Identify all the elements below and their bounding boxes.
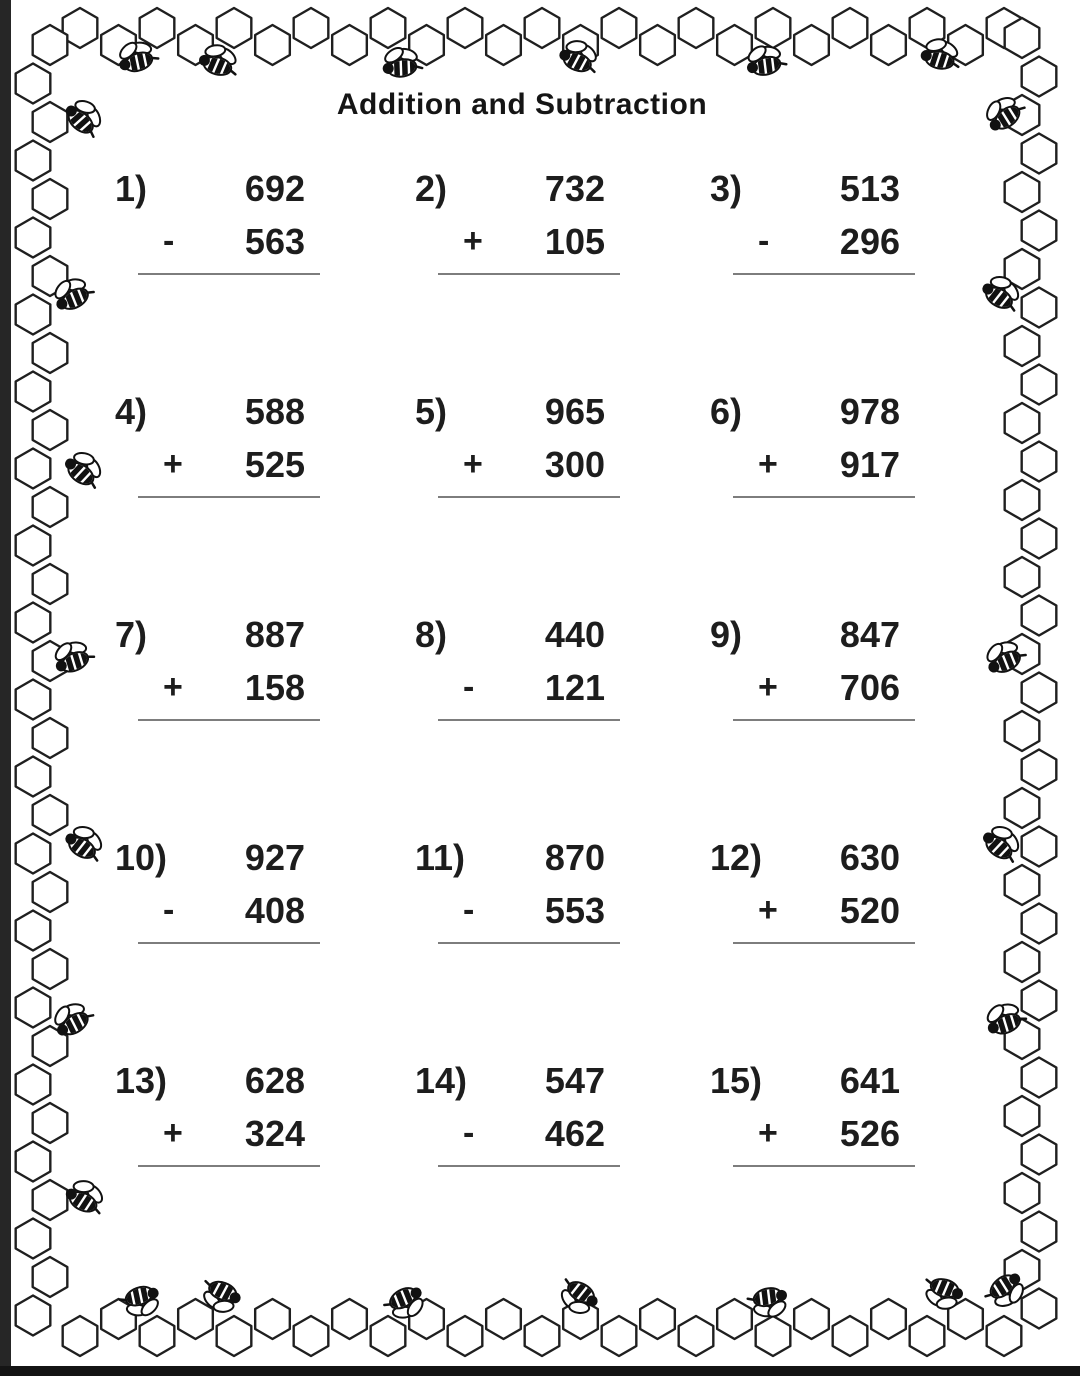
problem-number: 7) <box>115 614 148 655</box>
vertical-sum <box>733 608 915 757</box>
bottom-operand-row <box>138 1107 320 1160</box>
bottom-operand: 553 <box>544 890 605 931</box>
hexagon-icon <box>1022 673 1057 713</box>
bee-icon <box>919 34 963 74</box>
answer-area[interactable] <box>138 496 320 534</box>
hexagon-icon <box>16 834 51 874</box>
hexagon-icon <box>717 1299 752 1339</box>
top-operand: 628 <box>244 1060 305 1101</box>
bee-icon <box>746 1281 792 1324</box>
hexagon-icon <box>101 1299 136 1339</box>
vertical-sum <box>438 831 620 980</box>
bottom-operand-row <box>438 884 620 937</box>
top-operand: 630 <box>839 837 900 878</box>
top-operand: 732 <box>544 168 605 209</box>
hexagon-icon <box>1005 634 1040 674</box>
bee-icon <box>379 42 423 82</box>
hexagon-icon <box>33 333 68 373</box>
bottom-operand-row <box>138 661 320 714</box>
hexagon-icon <box>833 8 868 48</box>
hexagon-icon <box>640 25 675 65</box>
vertical-sum <box>438 1054 620 1203</box>
bottom-operand: 706 <box>839 667 900 708</box>
bottom-operand-row <box>138 215 320 268</box>
hexagon-icon <box>16 911 51 951</box>
hexagon-icon <box>1022 981 1057 1021</box>
bottom-operand: 121 <box>544 667 605 708</box>
hexagon-icon <box>448 1316 483 1356</box>
hexagon-icon <box>409 25 444 65</box>
vertical-sum <box>438 385 620 534</box>
hexagon-icon <box>525 1316 560 1356</box>
bee-icon <box>981 1266 1033 1317</box>
hexagon-icon <box>33 1026 68 1066</box>
bottom-operand: 563 <box>244 221 305 262</box>
bee-icon <box>555 34 603 79</box>
vertical-sum <box>138 831 320 980</box>
bee-icon <box>61 1173 111 1220</box>
hexagon-icon <box>33 410 68 450</box>
operator-sign: - <box>163 891 175 929</box>
hexagon-icon <box>33 487 68 527</box>
bottom-operand: 158 <box>244 667 305 708</box>
bee-icon <box>553 1273 604 1322</box>
top-operand-row <box>733 1054 915 1107</box>
top-operand: 978 <box>839 391 900 432</box>
bee-icon <box>47 269 98 318</box>
answer-area[interactable] <box>733 719 915 757</box>
hexagon-icon <box>294 1316 329 1356</box>
top-operand: 513 <box>839 168 900 209</box>
top-operand: 588 <box>244 391 305 432</box>
hexagon-icon <box>332 1299 367 1339</box>
hexagon-icon <box>16 372 51 412</box>
problem-number: 14) <box>415 1060 468 1101</box>
top-operand: 927 <box>244 837 305 878</box>
bee-icon <box>381 1279 432 1328</box>
bottom-operand-row <box>733 1107 915 1160</box>
hexagon-icon <box>1005 172 1040 212</box>
hexagon-icon <box>140 1316 175 1356</box>
hexagon-icon <box>1005 865 1040 905</box>
hexagon-icon <box>563 25 598 65</box>
scan-edge-bar-left <box>0 0 11 1376</box>
bottom-operand: 105 <box>544 221 605 262</box>
bee-icon <box>60 818 111 867</box>
top-operand: 440 <box>544 614 605 655</box>
hexagon-icon <box>1022 442 1057 482</box>
hexagon-icon <box>33 1103 68 1143</box>
bottom-operand-row <box>438 1107 620 1160</box>
math-problem <box>415 608 710 831</box>
top-operand-row <box>138 385 320 438</box>
hexagon-icon <box>33 25 68 65</box>
operator-sign: + <box>758 668 778 706</box>
top-operand-row <box>733 831 915 884</box>
hexagon-icon <box>871 1299 906 1339</box>
hexagon-icon <box>33 179 68 219</box>
hexagon-icon <box>640 1299 675 1339</box>
operator-sign: - <box>463 1114 475 1152</box>
vertical-sum <box>138 162 320 311</box>
bottom-operand: 300 <box>544 444 605 485</box>
hexagon-icon <box>910 1316 945 1356</box>
answer-area[interactable] <box>138 942 320 980</box>
problem-number: 11) <box>415 837 466 878</box>
operator-sign: + <box>463 222 483 260</box>
hexagon-icon <box>679 1316 714 1356</box>
hexagon-icon <box>1005 480 1040 520</box>
hexagon-icon <box>16 1219 51 1259</box>
top-operand-row <box>438 608 620 661</box>
hexagon-icon <box>1022 1289 1057 1329</box>
top-operand: 887 <box>244 614 305 655</box>
bottom-operand-row <box>438 661 620 714</box>
hexagon-icon <box>178 1299 213 1339</box>
hexagon-icon <box>16 603 51 643</box>
math-problem <box>415 385 710 608</box>
hexagon-icon <box>1005 711 1040 751</box>
hexagon-icon <box>1022 1135 1057 1175</box>
hexagon-icon <box>1022 288 1057 328</box>
bee-icon <box>979 995 1029 1042</box>
hexagon-icon <box>756 8 791 48</box>
answer-area[interactable] <box>438 496 620 534</box>
hexagon-icon <box>16 141 51 181</box>
hexagon-icon <box>33 641 68 681</box>
bottom-operand-row <box>138 438 320 491</box>
bottom-operand-row <box>138 884 320 937</box>
hexagon-icon <box>1005 249 1040 289</box>
problem-number: 13) <box>115 1060 168 1101</box>
math-problem <box>710 162 950 385</box>
hexagon-icon <box>1005 1019 1040 1059</box>
hexagon-icon <box>1005 1096 1040 1136</box>
hexagon-icon <box>448 8 483 48</box>
hexagon-icon <box>294 8 329 48</box>
math-problem <box>115 385 415 608</box>
bottom-operand-row <box>733 661 915 714</box>
hexagon-icon <box>1022 1058 1057 1098</box>
hexagon-icon <box>1005 788 1040 828</box>
operator-sign: - <box>463 891 475 929</box>
top-operand-row <box>733 608 915 661</box>
problem-number: 9) <box>710 614 743 655</box>
math-problem <box>415 1054 710 1277</box>
answer-area[interactable] <box>438 1165 620 1203</box>
hexagon-icon <box>33 564 68 604</box>
top-operand-row <box>438 831 620 884</box>
bee-icon <box>47 633 97 680</box>
hexagon-icon <box>16 218 51 258</box>
bottom-operand: 525 <box>244 444 305 485</box>
operator-sign: - <box>463 668 475 706</box>
math-problem <box>710 608 950 831</box>
top-operand: 547 <box>544 1060 605 1101</box>
math-problem <box>415 831 710 1054</box>
hexagon-icon <box>1005 326 1040 366</box>
problem-number: 8) <box>415 614 448 655</box>
hexagon-icon <box>63 1316 98 1356</box>
top-operand-row <box>733 385 915 438</box>
hexagon-icon <box>1005 1250 1040 1290</box>
math-problem <box>415 162 710 385</box>
hexagon-icon <box>486 25 521 65</box>
bottom-operand: 462 <box>544 1113 605 1154</box>
hexagon-icon <box>409 1299 444 1339</box>
problem-number: 6) <box>710 391 743 432</box>
problem-number: 3) <box>710 168 743 209</box>
operator-sign: + <box>758 891 778 929</box>
hexagon-icon <box>910 8 945 48</box>
problem-number: 4) <box>115 391 148 432</box>
bee-icon <box>59 444 111 494</box>
top-operand: 847 <box>839 614 900 655</box>
math-problem <box>115 1054 415 1277</box>
hexagon-icon <box>948 1299 983 1339</box>
problem-number: 10) <box>115 837 168 878</box>
answer-area[interactable] <box>438 719 620 757</box>
hexagon-icon <box>948 25 983 65</box>
math-problem <box>710 385 950 608</box>
problem-number: 12) <box>710 837 763 878</box>
math-problem <box>115 162 415 385</box>
vertical-sum <box>438 608 620 757</box>
answer-area[interactable] <box>438 942 620 980</box>
hexagon-icon <box>33 949 68 989</box>
hexagon-icon <box>371 8 406 48</box>
answer-area[interactable] <box>733 273 915 311</box>
problems-grid <box>115 162 950 1277</box>
hexagon-icon <box>16 1142 51 1182</box>
math-problem <box>710 831 950 1054</box>
math-problem <box>710 1054 950 1277</box>
operator-sign: - <box>758 222 770 260</box>
top-operand-row <box>733 162 915 215</box>
hexagon-icon <box>679 8 714 48</box>
vertical-sum <box>138 385 320 534</box>
hexagon-icon <box>1005 1173 1040 1213</box>
hexagon-icon <box>871 25 906 65</box>
answer-area[interactable] <box>733 1165 915 1203</box>
bee-icon <box>46 994 98 1044</box>
hexagon-icon <box>16 295 51 335</box>
hexagon-icon <box>1022 134 1057 174</box>
answer-area[interactable] <box>733 496 915 534</box>
vertical-sum <box>733 1054 915 1203</box>
bee-icon <box>977 268 1028 317</box>
hexagon-icon <box>140 8 175 48</box>
page-title: Addition and Subtraction <box>336 88 708 121</box>
bee-icon <box>117 1279 165 1324</box>
hexagon-icon <box>525 8 560 48</box>
hexagon-icon <box>987 1316 1022 1356</box>
hexagon-icon <box>16 449 51 489</box>
bee-icon <box>196 39 242 82</box>
hexagon-icon <box>1005 403 1040 443</box>
top-operand: 692 <box>244 168 305 209</box>
top-operand-row <box>138 162 320 215</box>
hexagon-icon <box>1022 750 1057 790</box>
top-operand-row <box>138 608 320 661</box>
bee-icon <box>196 1274 244 1319</box>
hexagon-icon <box>987 8 1022 48</box>
hexagon-icon <box>717 25 752 65</box>
vertical-sum <box>733 385 915 534</box>
hexagon-icon <box>33 795 68 835</box>
bee-icon <box>977 818 1029 868</box>
hexagon-icon <box>33 256 68 296</box>
answer-area[interactable] <box>138 719 320 757</box>
operator-sign: + <box>758 1114 778 1152</box>
bottom-operand-row <box>733 215 915 268</box>
bottom-operand: 520 <box>839 890 900 931</box>
hexagon-icon <box>1022 211 1057 251</box>
top-operand-row <box>438 385 620 438</box>
hexagon-icon <box>33 872 68 912</box>
top-operand: 870 <box>544 837 605 878</box>
hexagon-icon <box>16 680 51 720</box>
hexagon-icon <box>1005 942 1040 982</box>
bee-icon <box>979 632 1030 681</box>
hexagon-icon <box>16 988 51 1028</box>
problem-number: 15) <box>710 1060 763 1101</box>
hexagon-icon <box>794 25 829 65</box>
problem-number: 1) <box>115 168 148 209</box>
hexagon-icon <box>178 25 213 65</box>
hexagon-icon <box>794 1299 829 1339</box>
hexagon-icon <box>255 1299 290 1339</box>
vertical-sum <box>138 608 320 757</box>
bottom-operand-row <box>733 438 915 491</box>
top-operand-row <box>438 1054 620 1107</box>
bee-icon <box>112 34 160 79</box>
bottom-operand-row <box>438 438 620 491</box>
hexagon-icon <box>63 8 98 48</box>
problem-number: 5) <box>415 391 448 432</box>
hexagon-icon <box>563 1299 598 1339</box>
operator-sign: + <box>163 445 183 483</box>
top-operand-row <box>438 162 620 215</box>
bee-icon <box>742 39 788 82</box>
bottom-operand-row <box>733 884 915 937</box>
hexagon-icon <box>33 1257 68 1297</box>
hexagon-icon <box>1022 904 1057 944</box>
hexagon-icon <box>101 25 136 65</box>
hexagon-icon <box>217 8 252 48</box>
problem-number: 2) <box>415 168 448 209</box>
hexagon-icon <box>1005 557 1040 597</box>
operator-sign: + <box>463 445 483 483</box>
answer-area[interactable] <box>138 273 320 311</box>
operator-sign: + <box>758 445 778 483</box>
bottom-operand: 296 <box>839 221 900 262</box>
vertical-sum <box>438 162 620 311</box>
top-operand: 965 <box>544 391 605 432</box>
hexagon-icon <box>16 1065 51 1105</box>
bottom-operand: 917 <box>839 444 900 485</box>
hexagon-icon <box>1022 365 1057 405</box>
hexagon-icon <box>833 1316 868 1356</box>
hexagon-icon <box>16 757 51 797</box>
hexagon-icon <box>1022 1212 1057 1252</box>
operator-sign: - <box>163 222 175 260</box>
top-operand: 641 <box>839 1060 900 1101</box>
hexagon-icon <box>602 8 637 48</box>
hexagon-icon <box>255 25 290 65</box>
vertical-sum <box>733 162 915 311</box>
answer-area[interactable] <box>733 942 915 980</box>
top-operand-row <box>138 1054 320 1107</box>
top-operand-row <box>138 831 320 884</box>
hexagon-icon <box>16 1296 51 1336</box>
hexagon-icon <box>16 526 51 566</box>
hexagon-icon <box>1005 18 1040 58</box>
vertical-sum <box>138 1054 320 1203</box>
bottom-operand: 408 <box>244 890 305 931</box>
hexagon-icon <box>1022 596 1057 636</box>
bottom-operand: 324 <box>244 1113 305 1154</box>
math-problem <box>115 831 415 1054</box>
hexagon-icon <box>1022 519 1057 559</box>
bottom-operand-row <box>438 215 620 268</box>
hexagon-icon <box>332 25 367 65</box>
hexagon-icon <box>33 718 68 758</box>
hexagon-icon <box>602 1316 637 1356</box>
hexagon-icon <box>371 1316 406 1356</box>
answer-area[interactable] <box>438 273 620 311</box>
vertical-sum <box>733 831 915 980</box>
hexagon-icon <box>33 1180 68 1220</box>
operator-sign: + <box>163 1114 183 1152</box>
answer-area[interactable] <box>138 1165 320 1203</box>
hexagon-icon <box>756 1316 791 1356</box>
hexagon-icon <box>486 1299 521 1339</box>
bee-icon <box>920 1272 966 1315</box>
math-problem <box>115 608 415 831</box>
scan-edge-bar-bottom <box>0 1366 1080 1376</box>
bottom-operand: 526 <box>839 1113 900 1154</box>
hexagon-icon <box>217 1316 252 1356</box>
operator-sign: + <box>163 668 183 706</box>
hexagon-icon <box>1022 827 1057 867</box>
